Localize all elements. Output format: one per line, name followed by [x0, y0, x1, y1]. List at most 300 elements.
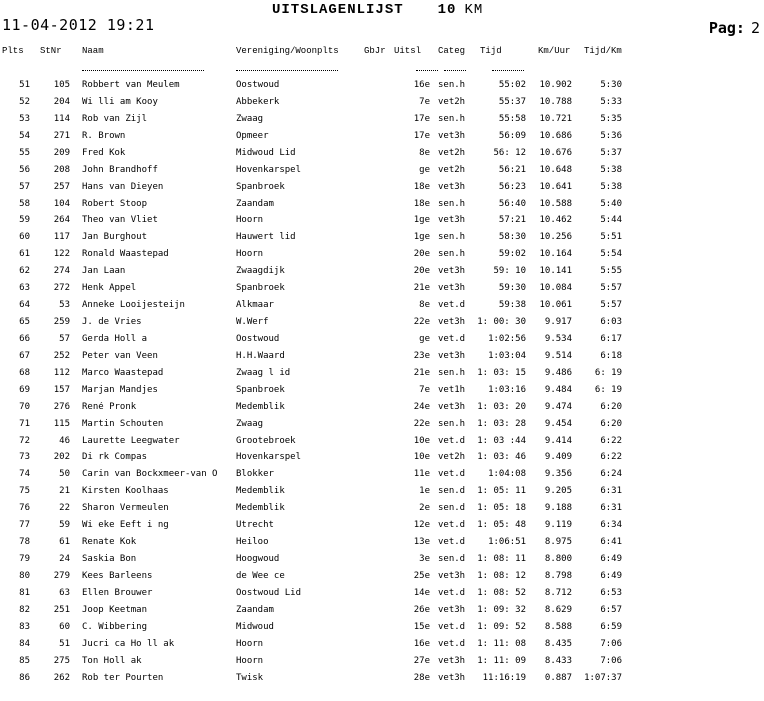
- pace-cell: 6:31: [600, 486, 622, 497]
- name-cell: Joop Keetman: [82, 604, 148, 615]
- name-cell: Saskia Bon: [82, 554, 137, 565]
- time-cell: 1:03:04: [488, 350, 526, 361]
- class-rank-cell: 22e: [413, 317, 430, 328]
- time-cell: 1: 03 :44: [477, 435, 526, 446]
- title-text: UITSLAGENLIJST: [272, 2, 404, 18]
- speed-cell: 9.486: [544, 367, 572, 378]
- col-tijdkm: Tijd/Km: [584, 46, 622, 56]
- start-number-cell: 112: [53, 367, 70, 378]
- category-cell: vet3h: [438, 181, 466, 192]
- table-row: [0, 673, 764, 687]
- place-cell: 68: [19, 367, 30, 378]
- speed-cell: 8.975: [544, 537, 572, 548]
- start-number-cell: 251: [53, 604, 70, 615]
- col-uitsl: Uitsl: [394, 46, 422, 56]
- table-row: [0, 554, 764, 568]
- speed-cell: 10.721: [539, 113, 572, 124]
- speed-cell: 9.409: [544, 452, 572, 463]
- time-cell: 1: 00: 30: [477, 317, 526, 328]
- speed-cell: 9.454: [544, 418, 572, 429]
- category-cell: vet3h: [438, 317, 466, 328]
- table-row: [0, 165, 764, 179]
- speed-cell: 0.887: [544, 672, 572, 683]
- category-cell: vet.d: [438, 300, 466, 311]
- pace-cell: 1:07:37: [584, 672, 622, 683]
- table-row: [0, 571, 764, 585]
- pace-cell: 6:49: [600, 570, 622, 581]
- name-cell: R. Brown: [82, 130, 126, 141]
- class-rank-cell: ge: [419, 164, 430, 175]
- name-cell: Ronald Waastepad: [82, 249, 169, 260]
- pace-cell: 5:30: [600, 80, 622, 90]
- col-naam: Naam: [82, 46, 104, 56]
- underline-tijd: [492, 70, 524, 71]
- place-cell: 79: [19, 554, 30, 565]
- pace-cell: 6:22: [600, 435, 622, 446]
- club-cell: Zaandam: [236, 604, 274, 615]
- category-cell: sen.d: [438, 503, 466, 514]
- pace-cell: 7:06: [600, 655, 622, 666]
- time-cell: 56:40: [498, 198, 526, 209]
- category-cell: vet2h: [438, 452, 466, 463]
- category-cell: sen.d: [438, 486, 466, 497]
- start-number-cell: 252: [53, 350, 70, 361]
- pace-cell: 5:38: [600, 181, 622, 192]
- class-rank-cell: 22e: [413, 418, 430, 429]
- category-cell: vet3h: [438, 570, 466, 581]
- pace-cell: 6:34: [600, 520, 622, 531]
- speed-cell: 9.917: [544, 317, 572, 328]
- category-cell: vet3h: [438, 350, 466, 361]
- start-number-cell: 57: [59, 333, 70, 344]
- place-cell: 51: [19, 80, 30, 90]
- place-cell: 52: [19, 96, 30, 107]
- club-cell: Hoorn: [236, 215, 264, 226]
- speed-cell: 8.588: [544, 621, 572, 632]
- start-number-cell: 50: [59, 469, 70, 480]
- col-plts: Plts: [2, 46, 24, 56]
- pace-cell: 6: 19: [594, 367, 622, 378]
- pace-cell: 7:06: [600, 638, 622, 649]
- class-rank-cell: 8e: [419, 300, 430, 311]
- name-cell: Henk Appel: [82, 283, 137, 294]
- category-cell: vet.d: [438, 333, 466, 344]
- class-rank-cell: 14e: [413, 587, 430, 598]
- time-cell: 1: 03: 28: [477, 418, 526, 429]
- time-cell: 11:16:19: [482, 672, 526, 683]
- class-rank-cell: ge: [419, 333, 430, 344]
- club-cell: Oostwoud: [236, 333, 280, 344]
- speed-cell: 8.629: [544, 604, 572, 615]
- name-cell: Laurette Leegwater: [82, 435, 180, 446]
- underline-uitsl: [416, 70, 438, 71]
- table-row: [0, 97, 764, 111]
- distance-unit: KM: [464, 2, 484, 18]
- club-cell: Spanbroek: [236, 283, 285, 294]
- time-cell: 59:30: [498, 283, 526, 294]
- col-categ: Categ: [438, 46, 466, 56]
- name-cell: Martin Schouten: [82, 418, 164, 429]
- speed-cell: 10.462: [539, 215, 572, 226]
- class-rank-cell: 16e: [413, 638, 430, 649]
- name-cell: Kees Barleens: [82, 570, 153, 581]
- name-cell: Ellen Brouwer: [82, 587, 153, 598]
- speed-cell: 10.141: [539, 266, 572, 277]
- name-cell: Carin van Bockxmeer-van O: [82, 469, 218, 480]
- time-cell: 56:21: [498, 164, 526, 175]
- table-row: [0, 131, 764, 145]
- table-row: [0, 639, 764, 653]
- start-number-cell: 115: [53, 418, 70, 429]
- underline-vereniging: [236, 70, 338, 71]
- category-cell: vet.d: [438, 587, 466, 598]
- club-cell: Hoorn: [236, 638, 264, 649]
- speed-cell: 10.164: [539, 249, 572, 260]
- pace-cell: 5:33: [600, 96, 622, 107]
- class-rank-cell: 21e: [413, 283, 430, 294]
- class-rank-cell: 16e: [413, 80, 430, 90]
- time-cell: 1: 03: 46: [477, 452, 526, 463]
- start-number-cell: 117: [53, 232, 70, 243]
- category-cell: sen.h: [438, 232, 466, 243]
- category-cell: sen.h: [438, 249, 466, 260]
- category-cell: sen.d: [438, 554, 466, 565]
- club-cell: Utrecht: [236, 520, 274, 531]
- club-cell: Hoorn: [236, 249, 264, 260]
- class-rank-cell: 10e: [413, 435, 430, 446]
- pace-cell: 6:41: [600, 537, 622, 548]
- place-cell: 67: [19, 350, 30, 361]
- club-cell: Midwoud: [236, 621, 274, 632]
- place-cell: 62: [19, 266, 30, 277]
- table-row: [0, 622, 764, 636]
- col-stnr: StNr: [40, 46, 62, 56]
- category-cell: vet3h: [438, 130, 466, 141]
- place-cell: 53: [19, 113, 30, 124]
- place-cell: 63: [19, 283, 30, 294]
- start-number-cell: 279: [53, 570, 70, 581]
- class-rank-cell: 24e: [413, 401, 430, 412]
- pace-cell: 5:38: [600, 164, 622, 175]
- class-rank-cell: 3e: [419, 554, 430, 565]
- speed-cell: 8.800: [544, 554, 572, 565]
- class-rank-cell: 26e: [413, 604, 430, 615]
- name-cell: Renate Kok: [82, 537, 137, 548]
- table-row: [0, 385, 764, 399]
- category-cell: vet3h: [438, 215, 466, 226]
- start-number-cell: 60: [59, 621, 70, 632]
- club-cell: Zwaag: [236, 418, 264, 429]
- start-number-cell: 276: [53, 401, 70, 412]
- print-datetime: 11-04-2012 19:21: [2, 16, 155, 34]
- category-cell: vet.d: [438, 537, 466, 548]
- club-cell: Zwaagdijk: [236, 266, 285, 277]
- place-cell: 80: [19, 570, 30, 581]
- category-cell: vet3h: [438, 283, 466, 294]
- class-rank-cell: 1ge: [413, 215, 430, 226]
- time-cell: 1:03:16: [488, 384, 526, 395]
- pace-cell: 6:20: [600, 401, 622, 412]
- table-row: [0, 80, 764, 94]
- name-cell: Jucri ca Ho ll ak: [82, 638, 175, 649]
- report-title: [272, 2, 483, 18]
- place-cell: 82: [19, 604, 30, 615]
- start-number-cell: 51: [59, 638, 70, 649]
- class-rank-cell: 20e: [413, 249, 430, 260]
- pace-cell: 6:49: [600, 554, 622, 565]
- time-cell: 58:30: [498, 232, 526, 243]
- name-cell: Ton Holl ak: [82, 655, 142, 666]
- col-kmuur: Km/Uur: [538, 46, 571, 56]
- place-cell: 74: [19, 469, 30, 480]
- category-cell: sen.h: [438, 80, 466, 90]
- table-row: [0, 537, 764, 551]
- distance-value: 10: [437, 2, 457, 18]
- speed-cell: 10.256: [539, 232, 572, 243]
- club-cell: Blokker: [236, 469, 274, 480]
- pace-cell: 5:37: [600, 147, 622, 158]
- start-number-cell: 157: [53, 384, 70, 395]
- club-cell: Midwoud Lid: [236, 147, 296, 158]
- table-row: [0, 114, 764, 128]
- start-number-cell: 208: [53, 164, 70, 175]
- category-cell: sen.h: [438, 418, 466, 429]
- place-cell: 72: [19, 435, 30, 446]
- name-cell: Wi lli am Kooy: [82, 96, 158, 107]
- time-cell: 55:37: [498, 96, 526, 107]
- underline-categ: [444, 70, 466, 71]
- club-cell: Hovenkarspel: [236, 452, 302, 463]
- class-rank-cell: 2e: [419, 503, 430, 514]
- time-cell: 55:02: [498, 80, 526, 90]
- club-cell: W.Werf: [236, 317, 269, 328]
- class-rank-cell: 13e: [413, 537, 430, 548]
- time-cell: 57:21: [498, 215, 526, 226]
- table-row: [0, 317, 764, 331]
- time-cell: 1: 05: 11: [477, 486, 526, 497]
- pace-cell: 5:35: [600, 113, 622, 124]
- start-number-cell: 271: [53, 130, 70, 141]
- pace-cell: 6: 19: [594, 384, 622, 395]
- class-rank-cell: 23e: [413, 350, 430, 361]
- table-row: [0, 469, 764, 483]
- time-cell: 1: 08: 12: [477, 570, 526, 581]
- speed-cell: 9.188: [544, 503, 572, 514]
- category-cell: vet.d: [438, 638, 466, 649]
- start-number-cell: 24: [59, 554, 70, 565]
- club-cell: Spanbroek: [236, 181, 285, 192]
- category-cell: vet2h: [438, 96, 466, 107]
- club-cell: Hoogwoud: [236, 554, 280, 565]
- place-cell: 76: [19, 503, 30, 514]
- pace-cell: 6:18: [600, 350, 622, 361]
- category-cell: vet2h: [438, 164, 466, 175]
- pace-cell: 6:20: [600, 418, 622, 429]
- pace-cell: 5:40: [600, 198, 622, 209]
- place-cell: 56: [19, 164, 30, 175]
- place-cell: 81: [19, 587, 30, 598]
- start-number-cell: 272: [53, 283, 70, 294]
- class-rank-cell: 25e: [413, 570, 430, 581]
- name-cell: Fred Kok: [82, 147, 126, 158]
- time-cell: 56:23: [498, 181, 526, 192]
- name-cell: C. Wibbering: [82, 621, 148, 632]
- table-row: [0, 266, 764, 280]
- place-cell: 86: [19, 672, 30, 683]
- category-cell: vet.d: [438, 520, 466, 531]
- club-cell: Spanbroek: [236, 384, 285, 395]
- speed-cell: 10.648: [539, 164, 572, 175]
- class-rank-cell: 20e: [413, 266, 430, 277]
- place-cell: 70: [19, 401, 30, 412]
- name-cell: Marjan Mandjes: [82, 384, 158, 395]
- club-cell: Oostwoud: [236, 80, 280, 90]
- class-rank-cell: 28e: [413, 672, 430, 683]
- table-row: [0, 199, 764, 213]
- start-number-cell: 21: [59, 486, 70, 497]
- club-cell: Opmeer: [236, 130, 269, 141]
- club-cell: Zwaag l id: [236, 367, 291, 378]
- start-number-cell: 202: [53, 452, 70, 463]
- club-cell: Hoorn: [236, 655, 264, 666]
- time-cell: 1: 09: 52: [477, 621, 526, 632]
- time-cell: 1:02:56: [488, 333, 526, 344]
- place-cell: 84: [19, 638, 30, 649]
- page-label: Pag:: [708, 19, 745, 37]
- speed-cell: 10.902: [539, 80, 572, 90]
- name-cell: Peter van Veen: [82, 350, 158, 361]
- speed-cell: 9.356: [544, 469, 572, 480]
- start-number-cell: 53: [59, 300, 70, 311]
- speed-cell: 8.712: [544, 587, 572, 598]
- pace-cell: 6:17: [600, 333, 622, 344]
- class-rank-cell: 8e: [419, 147, 430, 158]
- class-rank-cell: 11e: [413, 469, 430, 480]
- page-number: 2: [750, 19, 760, 37]
- start-number-cell: 274: [53, 266, 70, 277]
- name-cell: Jan Laan: [82, 266, 126, 277]
- table-row: [0, 232, 764, 246]
- start-number-cell: 259: [53, 317, 70, 328]
- class-rank-cell: 17e: [413, 113, 430, 124]
- place-cell: 78: [19, 537, 30, 548]
- class-rank-cell: 18e: [413, 198, 430, 209]
- pace-cell: 6:53: [600, 587, 622, 598]
- time-cell: 56: 12: [493, 147, 526, 158]
- class-rank-cell: 18e: [413, 181, 430, 192]
- club-cell: Zwaag: [236, 113, 264, 124]
- start-number-cell: 61: [59, 537, 70, 548]
- table-row: [0, 503, 764, 517]
- pace-cell: 6:03: [600, 317, 622, 328]
- club-cell: Alkmaar: [236, 300, 274, 311]
- table-row: [0, 148, 764, 162]
- class-rank-cell: 7e: [419, 96, 430, 107]
- col-vereniging: Vereniging/Woonplts: [236, 46, 339, 56]
- category-cell: vet3h: [438, 655, 466, 666]
- name-cell: Robert Stoop: [82, 198, 148, 209]
- name-cell: Robbert van Meulem: [82, 80, 180, 90]
- table-row: [0, 486, 764, 500]
- time-cell: 59:38: [498, 300, 526, 311]
- place-cell: 71: [19, 418, 30, 429]
- pace-cell: 6:59: [600, 621, 622, 632]
- col-gbjr: GbJr: [364, 46, 386, 56]
- pace-cell: 5:57: [600, 283, 622, 294]
- time-cell: 1: 03: 15: [477, 367, 526, 378]
- club-cell: Medemblik: [236, 503, 285, 514]
- name-cell: Hans van Dieyen: [82, 181, 164, 192]
- name-cell: Anneke Looijesteijn: [82, 300, 185, 311]
- time-cell: 59:02: [498, 249, 526, 260]
- time-cell: 56:09: [498, 130, 526, 141]
- start-number-cell: 63: [59, 587, 70, 598]
- speed-cell: 9.119: [544, 520, 572, 531]
- start-number-cell: 22: [59, 503, 70, 514]
- underline-naam: [82, 70, 204, 71]
- pace-cell: 6:24: [600, 469, 622, 480]
- table-row: [0, 402, 764, 416]
- time-cell: 1: 11: 08: [477, 638, 526, 649]
- club-cell: Heiloo: [236, 537, 269, 548]
- time-cell: 1: 05: 18: [477, 503, 526, 514]
- table-row: [0, 249, 764, 263]
- speed-cell: 9.474: [544, 401, 572, 412]
- name-cell: Wi eke Eeft i ng: [82, 520, 169, 531]
- name-cell: Marco Waastepad: [82, 367, 164, 378]
- club-cell: Hovenkarspel: [236, 164, 302, 175]
- place-cell: 83: [19, 621, 30, 632]
- start-number-cell: 59: [59, 520, 70, 531]
- class-rank-cell: 21e: [413, 367, 430, 378]
- pace-cell: 5:36: [600, 130, 622, 141]
- pace-cell: 5:55: [600, 266, 622, 277]
- time-cell: 1: 03: 20: [477, 401, 526, 412]
- club-cell: Zaandam: [236, 198, 274, 209]
- category-cell: vet3h: [438, 672, 466, 683]
- class-rank-cell: 27e: [413, 655, 430, 666]
- class-rank-cell: 7e: [419, 384, 430, 395]
- speed-cell: 10.061: [539, 300, 572, 311]
- category-cell: vet.d: [438, 469, 466, 480]
- speed-cell: 9.484: [544, 384, 572, 395]
- name-cell: Theo van Vliet: [82, 215, 158, 226]
- place-cell: 64: [19, 300, 30, 311]
- class-rank-cell: 12e: [413, 520, 430, 531]
- place-cell: 65: [19, 317, 30, 328]
- place-cell: 57: [19, 181, 30, 192]
- time-cell: 1: 08: 52: [477, 587, 526, 598]
- category-cell: vet.d: [438, 621, 466, 632]
- place-cell: 85: [19, 655, 30, 666]
- name-cell: J. de Vries: [82, 317, 142, 328]
- page-indicator: [709, 19, 760, 37]
- speed-cell: 10.588: [539, 198, 572, 209]
- pace-cell: 5:54: [600, 249, 622, 260]
- class-rank-cell: 10e: [413, 452, 430, 463]
- place-cell: 75: [19, 486, 30, 497]
- start-number-cell: 275: [53, 655, 70, 666]
- speed-cell: 9.205: [544, 486, 572, 497]
- place-cell: 60: [19, 232, 30, 243]
- pace-cell: 6:22: [600, 452, 622, 463]
- start-number-cell: 209: [53, 147, 70, 158]
- table-row: [0, 334, 764, 348]
- speed-cell: 8.798: [544, 570, 572, 581]
- time-cell: 1: 11: 09: [477, 655, 526, 666]
- category-cell: sen.h: [438, 367, 466, 378]
- pace-cell: 6:31: [600, 503, 622, 514]
